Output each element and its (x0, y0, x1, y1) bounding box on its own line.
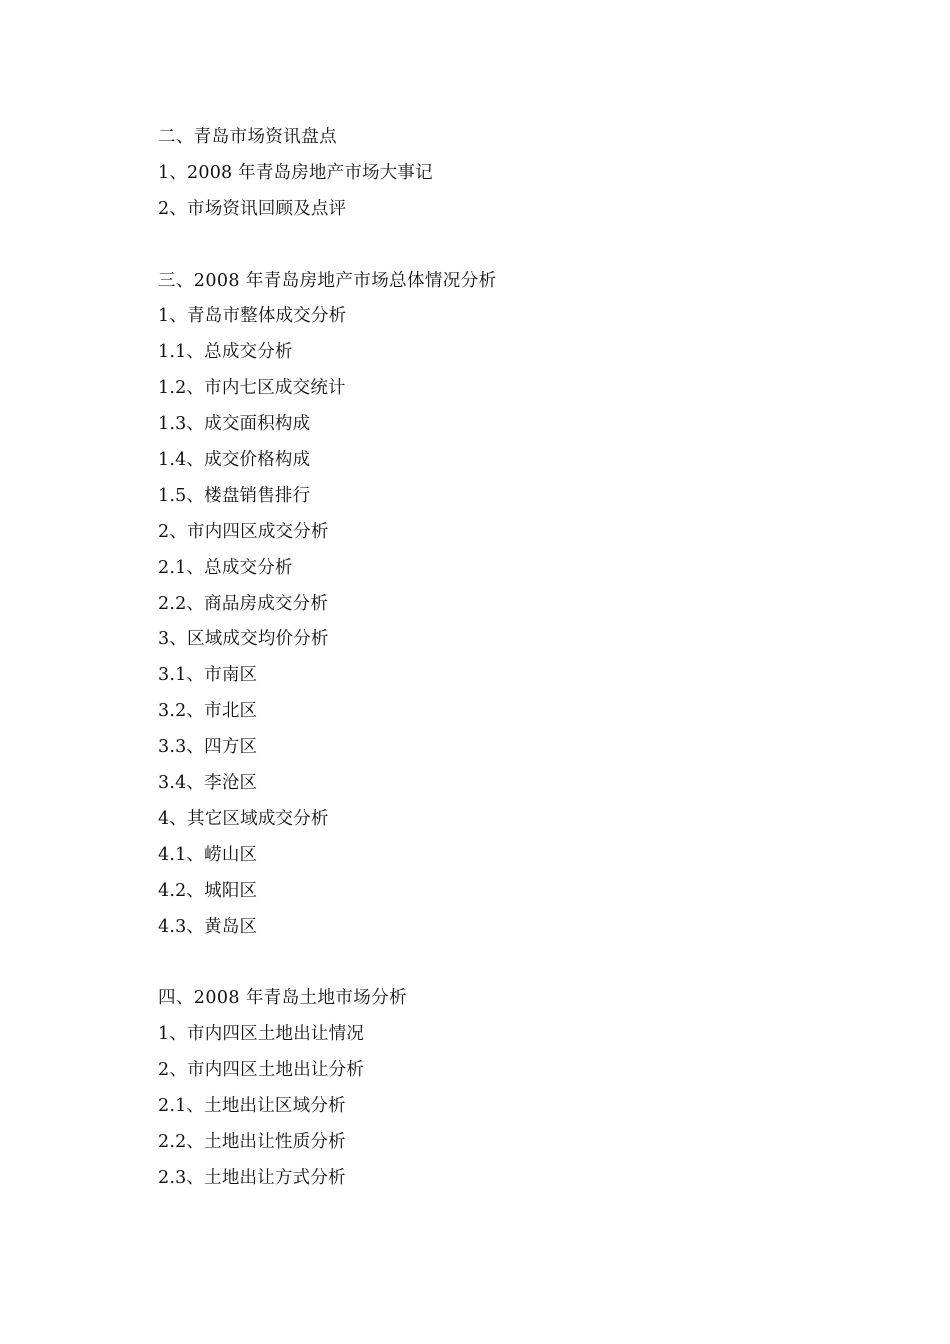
table-of-contents (158, 120, 858, 1197)
toc-item: 2、市内四区土地出让分析 (158, 1060, 365, 1081)
section-spacer (158, 945, 858, 981)
toc-item: 4、其它区域成交分析 (158, 808, 329, 829)
toc-item: 1.4、成交价格构成 (158, 450, 311, 471)
section-spacer (158, 228, 858, 264)
toc-item: 1.2、市内七区成交统计 (158, 378, 346, 399)
toc-item: 2.3、土地出让方式分析 (158, 1167, 346, 1188)
toc-item: 2.1、总成交分析 (158, 557, 293, 578)
toc-item: 3.4、李沧区 (158, 773, 258, 794)
section-heading: 四、2008 年青岛土地市场分析 (158, 988, 407, 1009)
toc-item: 4.3、黄岛区 (158, 916, 258, 937)
toc-item: 1.1、总成交分析 (158, 342, 293, 363)
toc-item: 4.2、城阳区 (158, 880, 258, 901)
toc-item: 2.1、土地出让区域分析 (158, 1096, 346, 1117)
toc-item: 1、市内四区土地出让情况 (158, 1024, 365, 1045)
toc-item: 3.3、四方区 (158, 737, 258, 758)
toc-item: 3、区域成交均价分析 (158, 629, 329, 650)
toc-item: 3.2、市北区 (158, 701, 258, 722)
toc-item: 1.3、成交面积构成 (158, 414, 311, 435)
toc-item: 3.1、市南区 (158, 665, 258, 686)
toc-item: 2.2、商品房成交分析 (158, 593, 329, 614)
toc-item: 2、市内四区成交分析 (158, 521, 329, 542)
toc-item: 2、市场资讯回顾及点评 (158, 198, 347, 219)
toc-item: 1、2008 年青岛房地产市场大事记 (158, 162, 433, 183)
toc-item: 4.1、崂山区 (158, 844, 258, 865)
toc-item: 1.5、楼盘销售排行 (158, 485, 311, 506)
toc-item: 2.2、土地出让性质分析 (158, 1131, 346, 1152)
toc-item: 1、青岛市整体成交分析 (158, 306, 347, 327)
section-heading: 三、2008 年青岛房地产市场总体情况分析 (158, 270, 497, 291)
section-heading: 二、青岛市场资讯盘点 (158, 127, 337, 147)
